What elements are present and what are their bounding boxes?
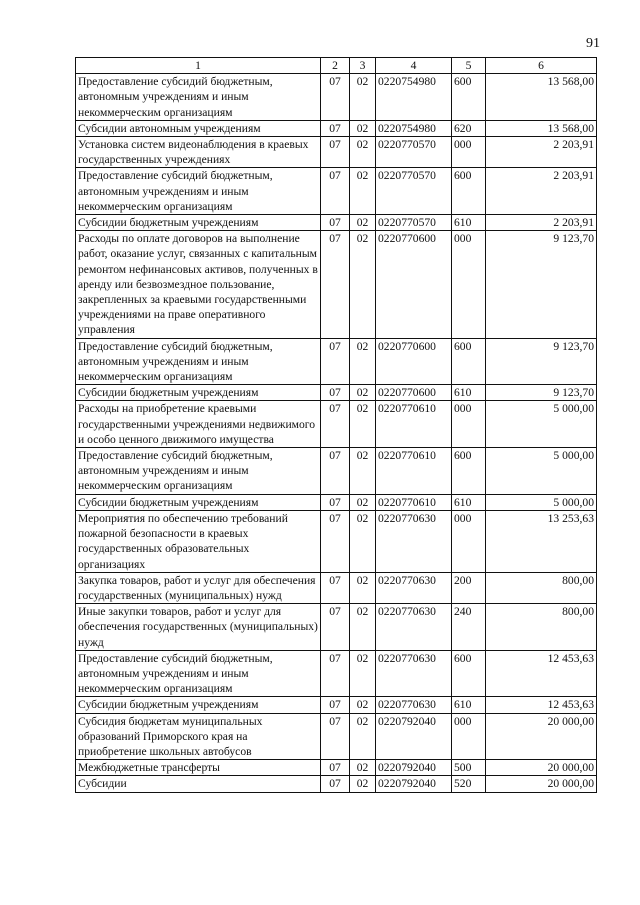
- row-amount: 5 000,00: [486, 401, 597, 448]
- row-amount: 2 203,91: [486, 215, 597, 231]
- row-amount: 2 203,91: [486, 137, 597, 168]
- row-subsection: 02: [350, 448, 376, 495]
- row-section: 07: [321, 120, 350, 136]
- row-description: Субсидии бюджетным учреждениям: [76, 215, 321, 231]
- row-target-code: 0220770600: [376, 385, 452, 401]
- row-amount: 800,00: [486, 604, 597, 651]
- row-target-code: 0220770570: [376, 168, 452, 215]
- row-expense-type: 600: [452, 338, 486, 385]
- row-expense-type: 000: [452, 137, 486, 168]
- table-row: [76, 510, 597, 572]
- row-amount: 9 123,70: [486, 338, 597, 385]
- row-amount: 5 000,00: [486, 494, 597, 510]
- row-target-code: 0220770570: [376, 137, 452, 168]
- header-col-3: 3: [350, 58, 376, 74]
- table-row: [76, 215, 597, 231]
- row-description: Установка систем видеонаблюдения в краевых государственных учреждениях: [76, 137, 321, 168]
- row-expense-type: 610: [452, 385, 486, 401]
- row-section: 07: [321, 494, 350, 510]
- row-amount: 13 253,63: [486, 510, 597, 572]
- row-subsection: 02: [350, 604, 376, 651]
- row-expense-type: 610: [452, 697, 486, 713]
- header-col-5: 5: [452, 58, 486, 74]
- row-amount: 12 453,63: [486, 697, 597, 713]
- row-target-code: 0220792040: [376, 713, 452, 760]
- row-description: Субсидии бюджетным учреждениям: [76, 697, 321, 713]
- page-number: 91: [586, 36, 600, 51]
- row-target-code: 0220792040: [376, 760, 452, 776]
- row-subsection: 02: [350, 215, 376, 231]
- row-subsection: 02: [350, 137, 376, 168]
- row-expense-type: 500: [452, 760, 486, 776]
- row-description: Расходы по оплате договоров на выполнение работ, оказание услуг, связанных с капитальным ремонтом нефинансовых активов, полученных в аренду или безвозмездное пользование, закрепленных за краевыми государственными учреждениями на праве оперативного управления: [76, 231, 321, 338]
- row-description: Мероприятия по обеспечению требований пожарной безопасности в краевых государственных образовательных организациях: [76, 510, 321, 572]
- row-subsection: 02: [350, 231, 376, 338]
- row-expense-type: 000: [452, 510, 486, 572]
- row-description: Субсидия бюджетам муниципальных образований Приморского края на приобретение школьных автобусов: [76, 713, 321, 760]
- row-section: 07: [321, 338, 350, 385]
- row-section: 07: [321, 760, 350, 776]
- row-subsection: 02: [350, 338, 376, 385]
- row-target-code: 0220770630: [376, 604, 452, 651]
- row-description: Предоставление субсидий бюджетным, автономным учреждениям и иным некоммерческим организациям: [76, 448, 321, 495]
- row-amount: 800,00: [486, 572, 597, 603]
- row-description: Субсидии: [76, 776, 321, 792]
- row-target-code: 0220754980: [376, 74, 452, 121]
- row-subsection: 02: [350, 168, 376, 215]
- row-expense-type: 200: [452, 572, 486, 603]
- table-row: [76, 697, 597, 713]
- row-amount: 2 203,91: [486, 168, 597, 215]
- header-col-1: 1: [76, 58, 321, 74]
- row-amount: 9 123,70: [486, 385, 597, 401]
- header-col-2: 2: [321, 58, 350, 74]
- row-expense-type: 520: [452, 776, 486, 792]
- row-expense-type: 620: [452, 120, 486, 136]
- row-section: 07: [321, 215, 350, 231]
- row-subsection: 02: [350, 697, 376, 713]
- row-expense-type: 000: [452, 401, 486, 448]
- row-description: Субсидии бюджетным учреждениям: [76, 385, 321, 401]
- row-amount: 9 123,70: [486, 231, 597, 338]
- row-section: 07: [321, 448, 350, 495]
- row-description: Закупка товаров, работ и услуг для обеспечения государственных (муниципальных) нужд: [76, 572, 321, 603]
- row-description: Предоставление субсидий бюджетным, автономным учреждениям и иным некоммерческим организациям: [76, 338, 321, 385]
- row-target-code: 0220770570: [376, 215, 452, 231]
- row-description: Предоставление субсидий бюджетным, автономным учреждениям и иным некоммерческим организациям: [76, 74, 321, 121]
- row-subsection: 02: [350, 401, 376, 448]
- row-expense-type: 610: [452, 494, 486, 510]
- row-section: 07: [321, 510, 350, 572]
- table-row: [76, 448, 597, 495]
- header-col-6: 6: [486, 58, 597, 74]
- row-amount: 20 000,00: [486, 776, 597, 792]
- row-target-code: 0220770630: [376, 650, 452, 697]
- header-col-4: 4: [376, 58, 452, 74]
- table-row: [76, 401, 597, 448]
- row-target-code: 0220770610: [376, 494, 452, 510]
- row-subsection: 02: [350, 385, 376, 401]
- row-amount: 13 568,00: [486, 120, 597, 136]
- row-section: 07: [321, 713, 350, 760]
- row-section: 07: [321, 697, 350, 713]
- table-row: [76, 120, 597, 136]
- row-section: 07: [321, 137, 350, 168]
- row-section: 07: [321, 385, 350, 401]
- row-expense-type: 000: [452, 231, 486, 338]
- row-section: 07: [321, 650, 350, 697]
- table-row: [76, 650, 597, 697]
- row-description: Расходы на приобретение краевыми государственными учреждениями недвижимого и особо ценного движимого имущества: [76, 401, 321, 448]
- row-target-code: 0220770610: [376, 401, 452, 448]
- table-row: [76, 74, 597, 121]
- row-amount: 5 000,00: [486, 448, 597, 495]
- row-section: 07: [321, 401, 350, 448]
- table-row: [76, 338, 597, 385]
- row-subsection: 02: [350, 760, 376, 776]
- row-description: Субсидии бюджетным учреждениям: [76, 494, 321, 510]
- row-target-code: 0220792040: [376, 776, 452, 792]
- table-row: [76, 494, 597, 510]
- row-expense-type: 610: [452, 215, 486, 231]
- row-target-code: 0220770630: [376, 697, 452, 713]
- row-section: 07: [321, 776, 350, 792]
- row-section: 07: [321, 231, 350, 338]
- row-subsection: 02: [350, 572, 376, 603]
- row-section: 07: [321, 74, 350, 121]
- row-subsection: 02: [350, 494, 376, 510]
- row-section: 07: [321, 572, 350, 603]
- row-description: Субсидии автономным учреждениям: [76, 120, 321, 136]
- row-description: Иные закупки товаров, работ и услуг для обеспечения государственных (муниципальных) нужд: [76, 604, 321, 651]
- table-row: [76, 168, 597, 215]
- row-subsection: 02: [350, 120, 376, 136]
- row-expense-type: 240: [452, 604, 486, 651]
- row-section: 07: [321, 604, 350, 651]
- row-target-code: 0220770600: [376, 231, 452, 338]
- row-description: Предоставление субсидий бюджетным, автономным учреждениям и иным некоммерческим организациям: [76, 650, 321, 697]
- table-row: [76, 604, 597, 651]
- table-row: [76, 137, 597, 168]
- table-row: [76, 776, 597, 792]
- table-row: [76, 385, 597, 401]
- row-subsection: 02: [350, 776, 376, 792]
- table-header: [76, 58, 597, 74]
- row-expense-type: 600: [452, 448, 486, 495]
- row-amount: 12 453,63: [486, 650, 597, 697]
- row-subsection: 02: [350, 650, 376, 697]
- row-description: Межбюджетные трансферты: [76, 760, 321, 776]
- row-subsection: 02: [350, 510, 376, 572]
- row-subsection: 02: [350, 713, 376, 760]
- row-amount: 20 000,00: [486, 713, 597, 760]
- table-row: [76, 760, 597, 776]
- table-row: [76, 231, 597, 338]
- table-body: [76, 74, 597, 792]
- row-description: Предоставление субсидий бюджетным, автономным учреждениям и иным некоммерческим организациям: [76, 168, 321, 215]
- row-section: 07: [321, 168, 350, 215]
- row-subsection: 02: [350, 74, 376, 121]
- row-expense-type: 000: [452, 713, 486, 760]
- table-row: [76, 713, 597, 760]
- row-target-code: 0220754980: [376, 120, 452, 136]
- row-target-code: 0220770600: [376, 338, 452, 385]
- row-expense-type: 600: [452, 650, 486, 697]
- row-target-code: 0220770610: [376, 448, 452, 495]
- row-amount: 20 000,00: [486, 760, 597, 776]
- budget-table: [75, 57, 597, 793]
- row-target-code: 0220770630: [376, 510, 452, 572]
- row-expense-type: 600: [452, 168, 486, 215]
- row-expense-type: 600: [452, 74, 486, 121]
- table-row: [76, 572, 597, 603]
- row-amount: 13 568,00: [486, 74, 597, 121]
- row-target-code: 0220770630: [376, 572, 452, 603]
